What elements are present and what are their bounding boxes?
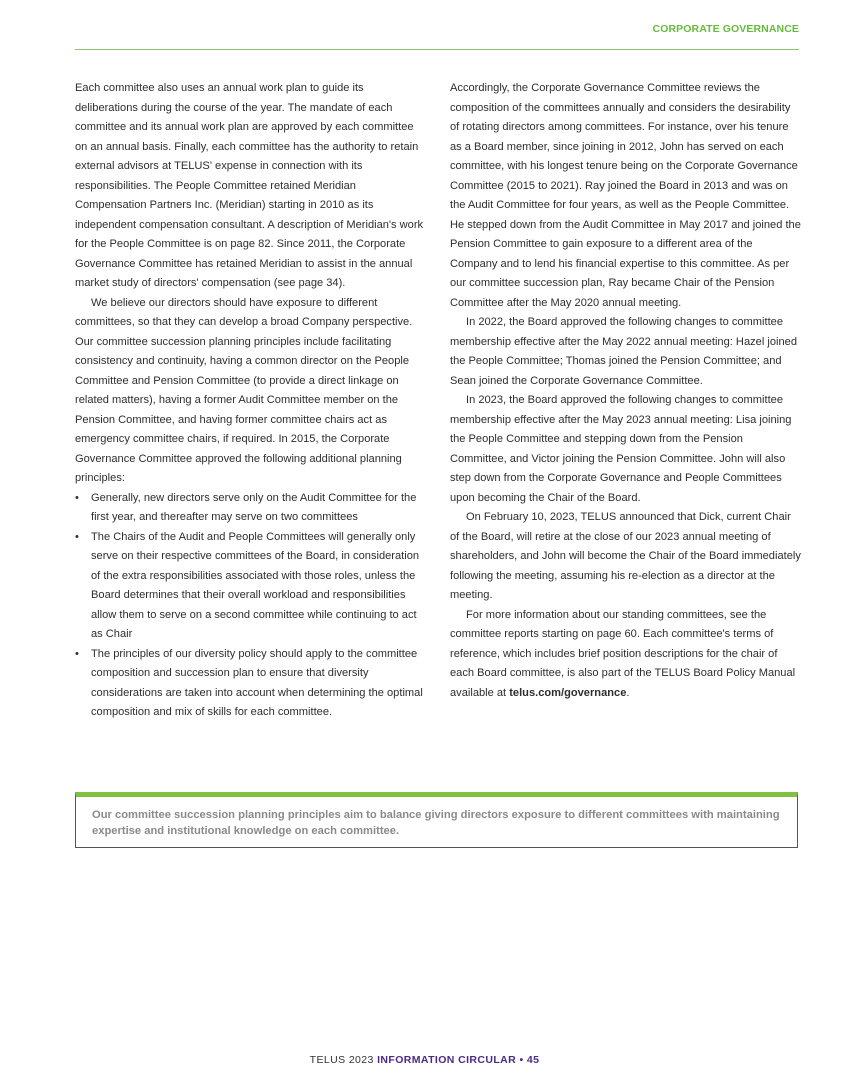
footer-title: INFORMATION CIRCULAR [377,1054,517,1066]
section-header: CORPORATE GOVERNANCE [652,23,799,35]
paragraph: In 2022, the Board approved the following changes to committee membership effective after the May 2022 annual meeting: Hazel joined the People Committee; Thomas joined the Pension Committee; and Sean joined the Corporate Governance Committee. [450,316,797,387]
footer-prefix: TELUS 2023 [309,1054,378,1066]
paragraph: On February 10, 2023, TELUS announced that Dick, current Chair of the Board, will retire at the close of our 2023 annual meeting of shareholders, and John will become the Chair of the Board immediately following the meeting, assuming his re-election as a director at the meeting. [450,511,801,601]
callout-box [75,792,798,848]
list-item: • The principles of our diversity policy should apply to the committee composition and succession plan to ensure that diversity considerations are taken into account when determining the optimal composition and mix of skills for each committee. [75,645,427,723]
governance-link[interactable]: telus.com/governance [509,686,627,699]
footer-separator: • [516,1054,527,1066]
paragraph: In 2023, the Board approved the following changes to committee membership effective after the May 2023 annual meeting: Lisa joining the People Committee and stepping down from the Pension Committee, and Victor joining the Pension Committee. John will also step down from the Corporate Governance and People Committees upon becoming the Chair of the Board. [450,394,792,504]
bullet-list [75,489,427,723]
paragraph [450,606,802,704]
paragraph-text: For more information about our standing committees, see the committee reports starting on page 60. Each committee's terms of reference, which includes brief position descriptions for the chair of each Board committee, is also part of the TELUS Board Policy Manual available at [450,608,796,699]
right-column [450,79,802,703]
list-item: • The Chairs of the Audit and People Committees will generally only serve on their respective committees of the Board, in consideration of the extra responsibilities associated with those roles, unless the Board determines that their overall workload and responsibilities allow them to serve on a second committee while continuing to act as Chair [75,528,427,645]
left-column [75,79,427,723]
paragraph: We believe our directors should have exposure to different committees, so that they can develop a broad Company perspective. Our committee succession planning principles include facilitating consistency and continuity, having a common director on the People Committee and Pension Committee (to provide a direct linkage on related matters), having a former Audit Committee member on the Pension Committee, and having former committee chairs act as emergency committee chairs, if required. In 2015, the Corporate Governance Committee approved the following additional planning principles: [75,296,413,484]
list-item: • Generally, new directors serve only on the Audit Committee for the first year, and thereafter may serve on two committees [75,489,427,528]
page-number: 45 [526,1054,540,1066]
header-divider [75,49,799,50]
callout-text: Our committee succession planning principles aim to balance giving directors exposure to different committees with maintaining expertise and institutional knowledge on each committee. [92,809,780,837]
paragraph: Each committee also uses an annual work plan to guide its deliberations during the course of the year. The mandate of each committee and its annual work plan are approved by each committee on an annual basis. Finally, each committee has the authority to retain external advisors at TELUS' expense in connection with its responsibilities. The People Committee retained Meridian Compensation Partners Inc. (Meridian) starting in 2010 as its independent compensation consultant. A description of Meridian's work for the People Committee is on page 82. Since 2011, the Corporate Governance Committee has retained Meridian to assist in the annual market study of directors' compensation (see page 34). [75,82,424,289]
paragraph-end: . [626,686,630,699]
page-footer [0,1054,849,1066]
paragraph: Accordingly, the Corporate Governance Committee reviews the composition of the committees annually and considers the desirability of rotating directors among committees. For instance, over his tenure as a Board member, since joining in 2012, John has served on each committee, with his longest tenure being on the Corporate Governance Committee (2015 to 2021). Ray joined the Board in 2013 and was on the Audit Committee for four years, as well as the People Committee. He stepped down from the Audit Committee in May 2017 and joined the Pension Committee to gain exposure to a different area of the Company and to lend his financial expertise to this committee. As per our committee succession plan, Ray became Chair of the Pension Committee after the May 2020 annual meeting. [450,82,801,309]
